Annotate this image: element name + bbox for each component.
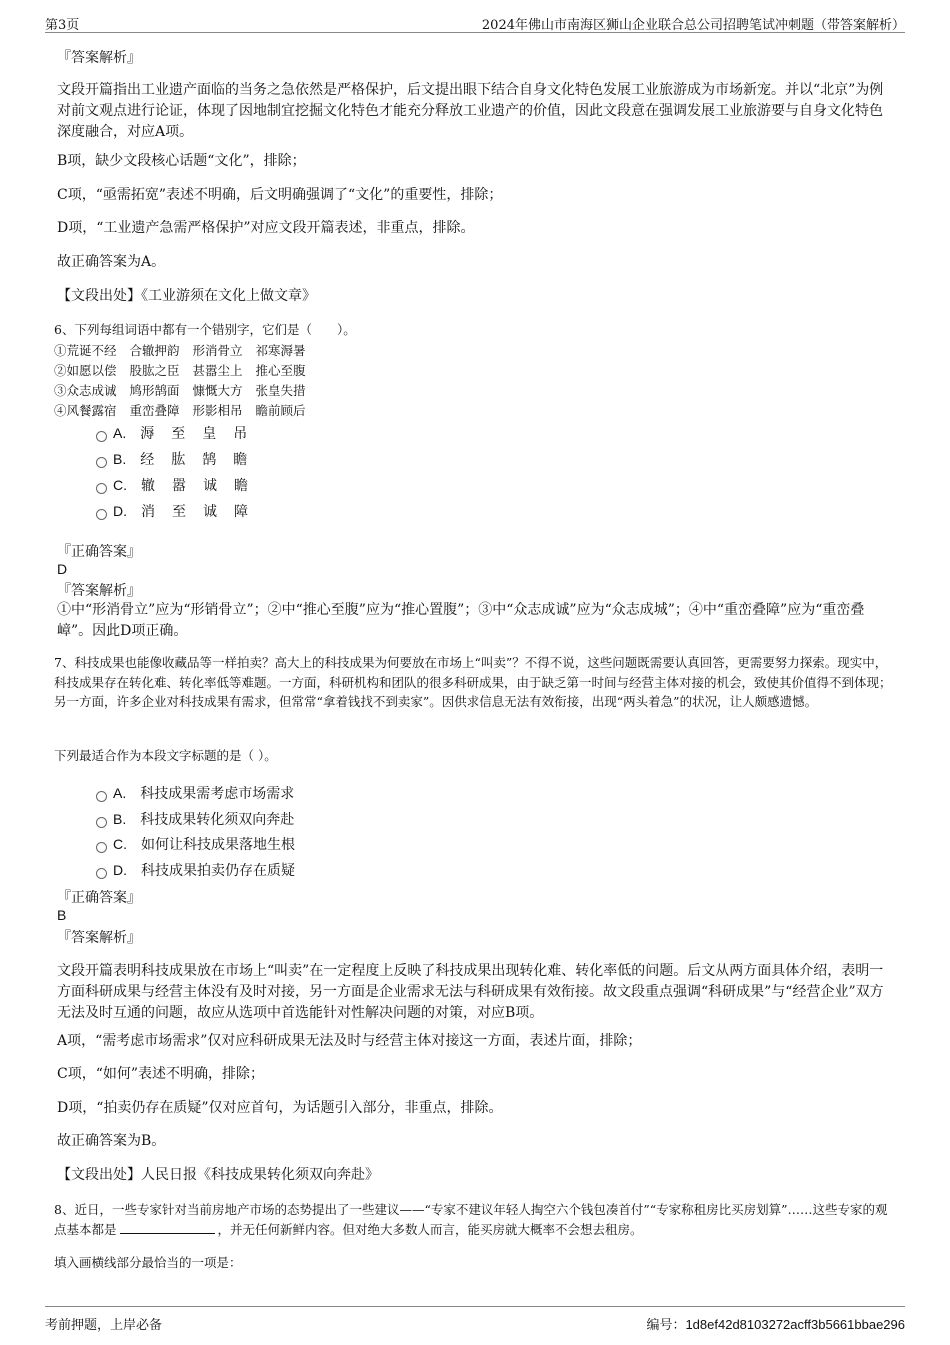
option-char: 肱 (171, 452, 186, 468)
q7-question: 下列最适合作为本段文字标题的是（ ）。 (54, 748, 277, 763)
q6-analysis: ①中“形消骨立”应为“形销骨立”；②中“推心至腹”应为“推心置腹”；③中“众志成诚”应为“众志成城”；④中“重峦叠障”应为“重峦叠嶂”。因此D项正确。 (57, 602, 865, 639)
option-char: 经 (140, 452, 155, 468)
q6-analysis-label: 『答案解析』 (57, 583, 141, 599)
q6-word: ③众志成诚 (54, 383, 117, 398)
q6-option-b[interactable] (96, 449, 264, 469)
q5-analysis-label: 『答案解析』 (57, 50, 141, 66)
option-text: 科技成果拍卖仍存在质疑 (141, 863, 296, 879)
q5-source: 【文段出处】《工业游须在文化上做文章》 (57, 288, 316, 304)
document-title: 2024年佛山市南海区狮山企业联合总公司招聘笔试冲刺题（带答案解析） (481, 18, 905, 33)
q7-source: 【文段出处】人民日报《科技成果转化须双向奔赴》 (57, 1167, 379, 1183)
option-char: 溽 (140, 426, 155, 442)
q6-word: 形消骨立 (192, 343, 243, 358)
option-char: 鹄 (202, 452, 217, 468)
q7-stem: 7、科技成果也能像收藏品等一样拍卖？高大上的科技成果为何要放在市场上“叫卖”？不得不说，这些问题既需要认真回答，更需要努力探索。现实中，科技成果存在转化难、转化率低等难题。一方面，科研机构和团队的很多科研成果，由于缺乏第一时间与经营主体对接的机会，致使其价值得不到体现；另一方面，许多企业对科技成果有需求，但常常“拿着钱找不到卖家”。因供求信息无法有效衔接，出现“两头着急”的状况，让人颇感遗憾。 (54, 655, 892, 709)
option-letter: C . (113, 836, 127, 852)
radio-icon[interactable] (96, 509, 107, 520)
q6-word: 瞻前顾后 (255, 403, 306, 418)
q6-word-row (54, 381, 319, 399)
q6-word: 推心至腹 (255, 363, 306, 378)
q6-answer: D (57, 561, 68, 577)
q6-word: 鸠形鹄面 (129, 383, 180, 398)
q8-stem (54, 1200, 899, 1239)
q7-analysis-p2: A项，“需考虑市场需求”仅对应科研成果无法及时与经营主体对接这一方面，表述片面，排除； (57, 1033, 642, 1049)
q7-analysis-p1: 文段开篇表明科技成果放在市场上“叫卖”在一定程度上反映了科技成果出现转化难、转化率低的问题。后文从两方面具体介绍，表明一方面科研成果与经营主体没有及时对接，另一方面是企业需求无法与科研成果有效衔接。故文段重点强调“科研成果”与“经营企业”双方无法及时互通的问题，故应从选项中首选能针对性解决问题的对策，对应B项。 (57, 963, 884, 1021)
radio-icon[interactable] (96, 842, 107, 853)
option-text: 科技成果转化须双向奔赴 (140, 812, 295, 828)
q6-word: 形影相吊 (192, 403, 243, 418)
q7-analysis-p4: D项，“拍卖仍存在质疑”仅对应首句，为话题引入部分，非重点，排除。 (57, 1100, 503, 1116)
q8-question: 填入画横线部分最恰当的一项是： (54, 1255, 242, 1270)
option-char: 至 (172, 504, 187, 520)
q6-option-c[interactable] (96, 475, 265, 495)
option-char: 至 (171, 426, 186, 442)
q6-word: 股肱之臣 (129, 363, 180, 378)
q7-analysis-p3: C项，“如何”表述不明确，排除； (57, 1066, 265, 1082)
q5-analysis-p5: 故正确答案为A。 (57, 254, 166, 270)
q6-word: ④风餐露宿 (54, 403, 117, 418)
option-letter: A . (113, 785, 126, 801)
option-text: 如何让科技成果落地生根 (141, 837, 296, 853)
q6-word: 祁寒溽暑 (255, 343, 306, 358)
radio-icon[interactable] (96, 431, 107, 442)
q7-correct-label: 『正确答案』 (57, 890, 141, 906)
fill-blank (120, 1221, 215, 1234)
page-number: 第3页 (45, 18, 80, 33)
q5-analysis-p4: D项，“工业遗产急需严格保护”对应文段开篇表述，非重点，排除。 (57, 220, 475, 236)
option-char: 障 (234, 504, 249, 520)
option-char: 皇 (202, 426, 217, 442)
radio-icon[interactable] (96, 483, 107, 494)
q8-stem-part1: 8、近日，一些专家针对当前房地产市场的态势提出了一些建议——“专家不建议年轻人掏空六个钱包凑首付”“专家称租房比买房划算”……这些专家的观点基本都是 (54, 1202, 888, 1237)
q7-option-d[interactable] (96, 860, 295, 880)
code-value: 1d8ef42d8103272acff3b5661bbae296 (685, 1317, 905, 1332)
q6-word: 甚嚣尘上 (192, 363, 243, 378)
option-char: 诚 (203, 478, 218, 494)
q7-option-c[interactable] (96, 834, 295, 854)
q6-word: 重峦叠障 (129, 403, 180, 418)
q7-answer: B (57, 907, 67, 923)
option-char: 消 (141, 504, 156, 520)
q6-word: ①荒诞不经 (54, 343, 117, 358)
option-text: 科技成果需考虑市场需求 (140, 786, 295, 802)
q6-word-row (54, 401, 319, 419)
q7-analysis-p5: 故正确答案为B。 (57, 1133, 166, 1149)
option-letter: A . (113, 425, 126, 441)
q7-option-a[interactable] (96, 783, 294, 803)
option-char: 瞻 (233, 452, 248, 468)
q5-analysis-p3: C项，“亟需拓宽”表述不明确，后文明确强调了“文化”的重要性，排除； (57, 187, 503, 203)
option-letter: D . (113, 503, 127, 519)
q5-analysis-p1: 文段开篇指出工业遗产面临的当务之急依然是严格保护，后文提出眼下结合自身文化特色发展工业旅游成为市场新宠。并以“北京”为例对前文观点进行论证，体现了因地制宜挖掘文化特色才能充分释放工业遗产的价值，因此文段意在强调发展工业旅游要与自身文化特色深度融合，对应A项。 (57, 82, 884, 140)
q6-stem: 6、下列每组词语中都有一个错别字，它们是（ ）。 (54, 322, 356, 337)
q6-word: 张皇失措 (255, 383, 306, 398)
option-char: 瞻 (234, 478, 249, 494)
option-char: 吊 (233, 426, 248, 442)
option-char: 诚 (203, 504, 218, 520)
q6-word: 合辙押韵 (129, 343, 180, 358)
radio-icon[interactable] (96, 817, 107, 828)
option-letter: B . (113, 811, 126, 827)
q7-option-b[interactable] (96, 809, 294, 829)
q5-analysis-p2: B项，缺少文段核心话题“文化”，排除； (57, 153, 306, 169)
q6-correct-label: 『正确答案』 (57, 544, 141, 560)
footer-code (646, 1314, 905, 1333)
page-footer (45, 1306, 905, 1337)
q7-analysis-label: 『答案解析』 (57, 930, 141, 946)
footer-slogan: 考前押题，上岸必备 (45, 1318, 163, 1333)
q6-option-a[interactable] (96, 423, 264, 443)
radio-icon[interactable] (96, 457, 107, 468)
q8-stem-part2: ，并无任何新鲜内容。但对绝大多数人而言，能买房就大概率不会想去租房。 (217, 1221, 643, 1237)
option-letter: B . (113, 451, 126, 467)
code-label: 编号： (646, 1318, 686, 1333)
page-header (45, 10, 905, 33)
radio-icon[interactable] (96, 791, 107, 802)
q6-option-d[interactable] (96, 501, 265, 521)
q6-word: ②如愿以偿 (54, 363, 117, 378)
radio-icon[interactable] (96, 868, 107, 879)
q6-word-row (54, 341, 319, 359)
option-char: 辙 (141, 478, 156, 494)
option-letter: C . (113, 477, 127, 493)
option-char: 嚣 (172, 478, 187, 494)
q6-word: 慷慨大方 (192, 383, 243, 398)
option-letter: D . (113, 862, 127, 878)
q6-word-row (54, 361, 319, 379)
